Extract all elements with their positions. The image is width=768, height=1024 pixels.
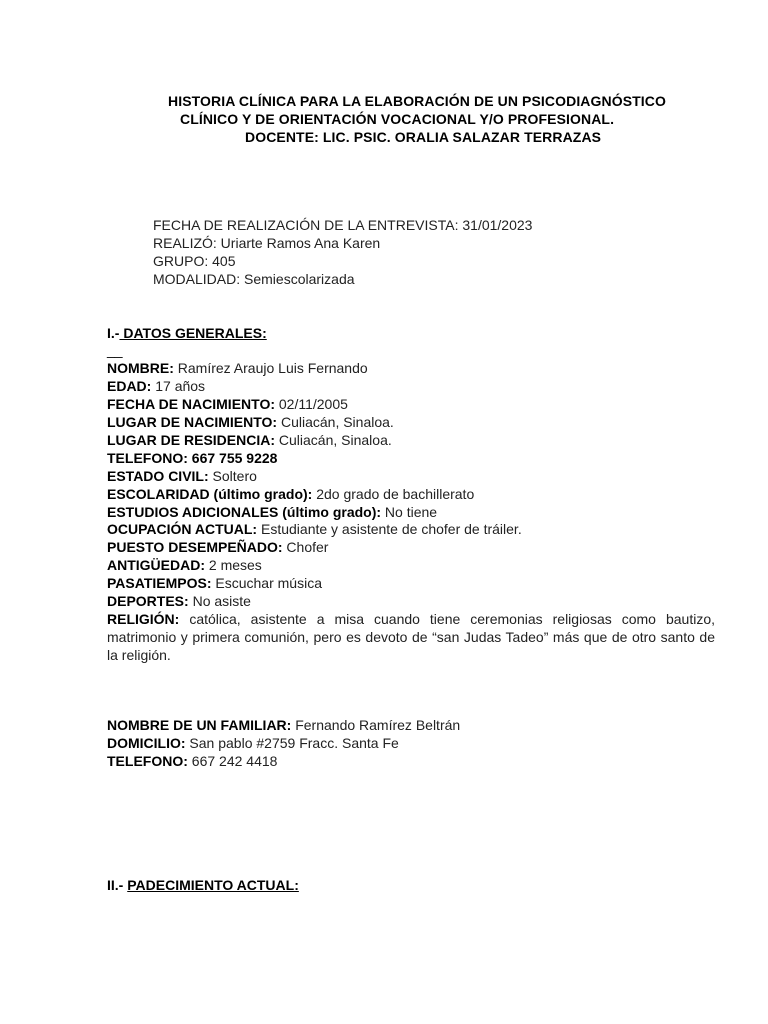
- field-label: PASATIEMPOS:: [107, 575, 212, 591]
- field-escolaridad: [107, 485, 474, 503]
- section-2-number: II.-: [107, 877, 124, 893]
- field-value: Culiacán, Sinaloa.: [275, 432, 392, 448]
- section-2-title: PADECIMIENTO ACTUAL:: [127, 877, 299, 893]
- modality: MODALIDAD: Semiescolarizada: [153, 271, 355, 287]
- field-value: 17 años: [151, 378, 206, 394]
- field-value: Estudiante y asistente de chofer de tráiler.: [257, 521, 522, 537]
- field-label: DOMICILIO:: [107, 735, 186, 751]
- field-label: NOMBRE DE UN FAMILIAR:: [107, 717, 292, 733]
- field-label: LUGAR DE RESIDENCIA:: [107, 432, 276, 448]
- field-nombre: [107, 359, 368, 377]
- field-telefono: [107, 449, 277, 467]
- field-value: Escuchar música: [211, 575, 322, 591]
- group: GRUPO: 405: [153, 253, 236, 269]
- field-label: DEPORTES:: [107, 593, 189, 609]
- field-value: Soltero: [208, 468, 257, 484]
- section-1-number: I.-: [107, 325, 120, 341]
- section-1-heading: [107, 325, 267, 341]
- field-label: ESTADO CIVIL:: [107, 468, 209, 484]
- field-estado-civil: [107, 467, 257, 485]
- field-edad: [107, 377, 205, 395]
- field-value: 2do grado de bachillerato: [312, 486, 475, 502]
- field-puesto: [107, 538, 328, 556]
- field-pasatiempos: [107, 574, 322, 592]
- field-value: San pablo #2759 Fracc. Santa Fe: [185, 735, 399, 751]
- field-value: Chofer: [282, 539, 329, 555]
- field-label: EDAD:: [107, 378, 152, 394]
- field-familiar-nombre: [107, 716, 460, 734]
- section-1-dash: __: [107, 342, 123, 358]
- field-value: No tiene: [381, 504, 438, 520]
- field-value: No asiste: [188, 593, 251, 609]
- header-title-line-1: HISTORIA CLÍNICA PARA LA ELABORACIÓN DE UN PSICODIAGNÓSTICO: [168, 93, 666, 109]
- field-label: ANTIGÜEDAD:: [107, 557, 205, 573]
- field-label: OCUPACIÓN ACTUAL:: [107, 521, 258, 537]
- field-antiguedad: [107, 556, 262, 574]
- field-label: TELEFONO:: [107, 753, 188, 769]
- section-2-heading: [107, 877, 299, 893]
- field-label: PUESTO DESEMPEÑADO:: [107, 539, 283, 555]
- field-value: católica, asistente a misa cuando tiene ceremonias religiosas como bautizo, matrimonio y primera comunión, pero es devoto de “san Judas Tadeo” más que de otro santo de la religión.: [107, 611, 715, 663]
- field-lugar-nacimiento: [107, 413, 394, 431]
- header-title-line-2: CLÍNICO Y DE ORIENTACIÓN VOCACIONAL Y/O PROFESIONAL.: [180, 111, 615, 127]
- section-1-title: DATOS GENERALES:: [119, 325, 267, 341]
- interview-date: FECHA DE REALIZACIÓN DE LA ENTREVISTA: 31/01/2023: [153, 217, 533, 233]
- field-value: 667 242 4418: [187, 753, 278, 769]
- field-label: LUGAR DE NACIMIENTO:: [107, 414, 278, 430]
- field-value: Ramírez Araujo Luis Fernando: [173, 360, 368, 376]
- field-lugar-residencia: [107, 431, 392, 449]
- field-ocupacion: [107, 520, 522, 538]
- field-label: RELIGIÓN:: [107, 611, 180, 627]
- field-label: FECHA DE NACIMIENTO:: [107, 396, 275, 412]
- field-label: NOMBRE:: [107, 360, 174, 376]
- field-label: ESTUDIOS ADICIONALES (último grado):: [107, 504, 382, 520]
- field-familiar-telefono: [107, 752, 277, 770]
- field-deportes: [107, 592, 251, 610]
- field-value: 667 755 9228: [187, 450, 278, 466]
- field-value: Culiacán, Sinaloa.: [277, 414, 394, 430]
- interviewer: REALIZÓ: Uriarte Ramos Ana Karen: [153, 235, 381, 251]
- field-familiar-domicilio: [107, 734, 399, 752]
- field-value: 2 meses: [205, 557, 262, 573]
- field-label: ESCOLARIDAD (último grado):: [107, 486, 313, 502]
- header-teacher-line: DOCENTE: LIC. PSIC. ORALIA SALAZAR TERRAZAS: [245, 129, 602, 145]
- field-label: TELEFONO:: [107, 450, 188, 466]
- field-value: 02/11/2005: [275, 396, 348, 412]
- field-estudios-adicionales: [107, 503, 437, 521]
- field-religion: [107, 610, 715, 664]
- field-value: Fernando Ramírez Beltrán: [291, 717, 461, 733]
- field-fecha-nacimiento: [107, 395, 348, 413]
